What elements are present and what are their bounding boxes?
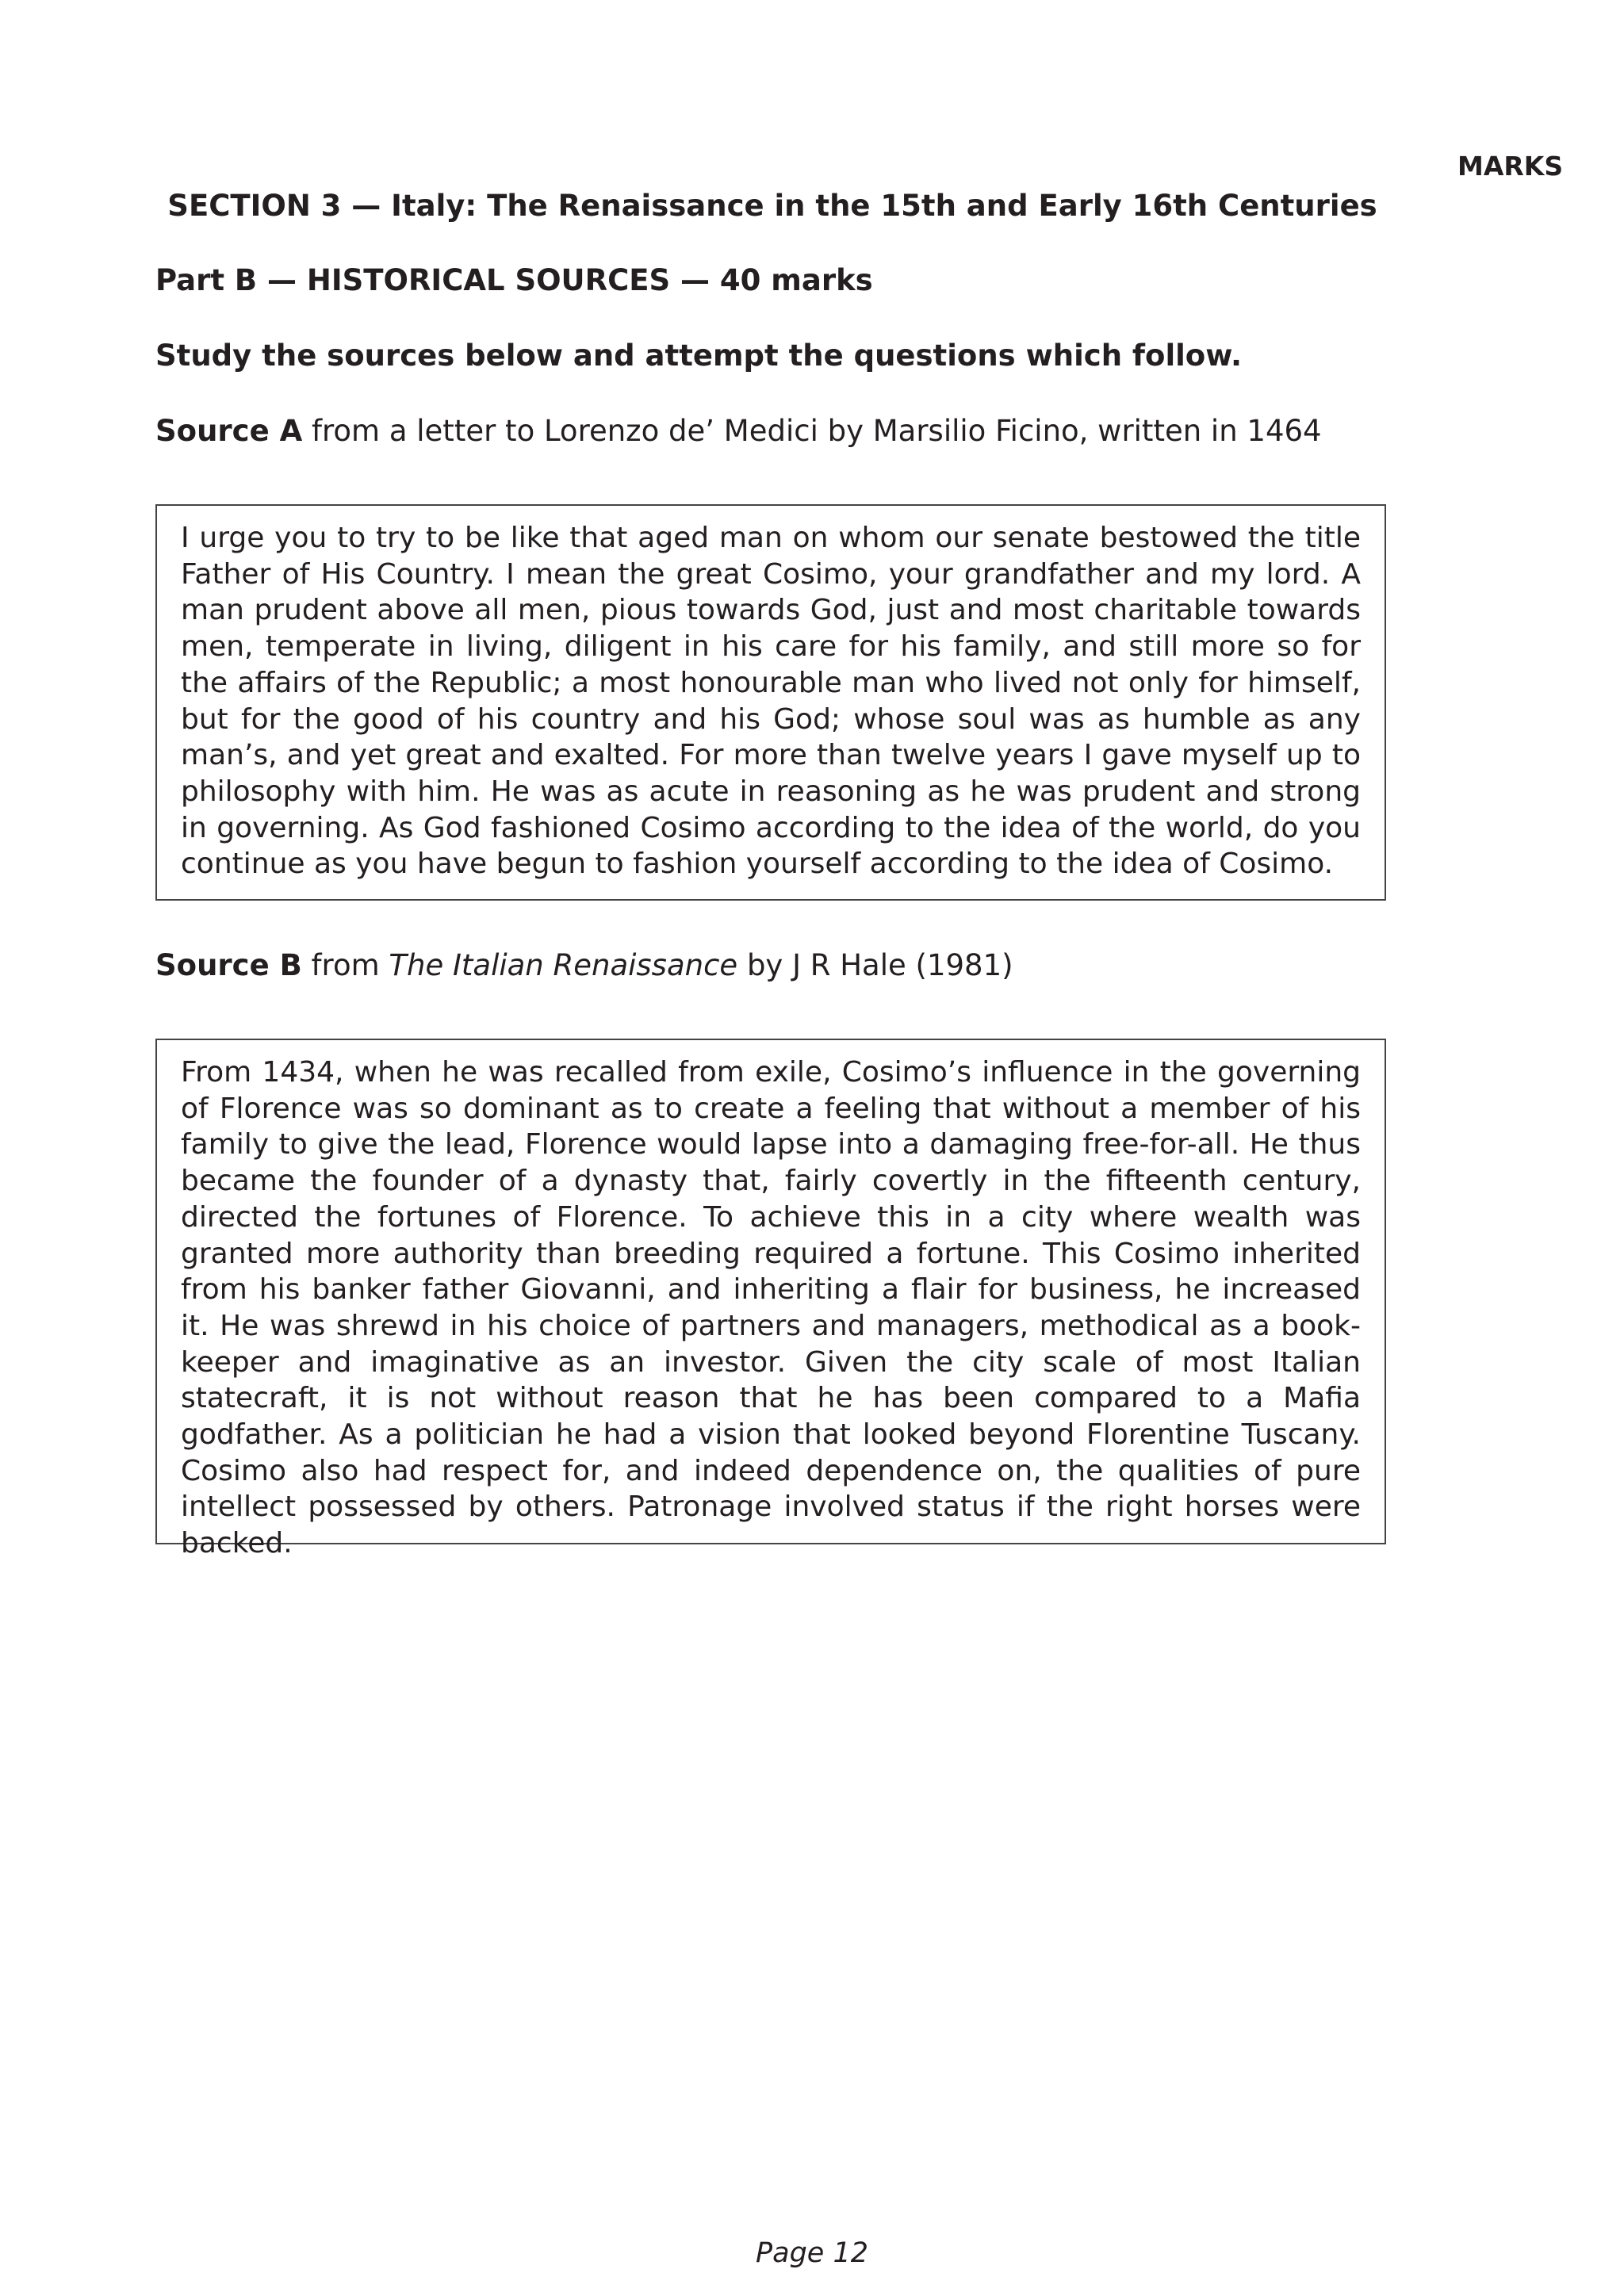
source-a-label: Source A bbox=[155, 414, 303, 448]
source-b-caption-prefix: from bbox=[301, 948, 389, 982]
source-a-box: I urge you to try to be like that aged man on whom our senate bestowed the title Father of His Country. I mean the great Cosimo, your grandfather and my lord. A man prudent above all men, pious towards God, just and most charitable towards men, temperate in living, diligent in his care for his family, and still more so for the affairs of the Republic; a most honourable man who lived not only for himself, but for the good of his country and his God; whose soul was as humble as any man’s, and yet great and exalted. For more than twelve years I gave myself up to philosophy with him. He was as acute in reasoning as he was prudent and strong in governing. As God fashioned Cosimo according to the idea of the world, do you continue as you have begun to fashion yourself according to the idea of Cosimo. bbox=[155, 504, 1386, 901]
marks-column-label: MARKS bbox=[1457, 151, 1564, 182]
source-b-caption-suffix: by J R Hale (1981) bbox=[737, 948, 1013, 982]
source-a-caption-text: from a letter to Lorenzo de’ Medici by Marsilio Ficino, written in 1464 bbox=[302, 414, 1322, 448]
source-a-caption bbox=[155, 414, 1322, 448]
instructions: Study the sources below and attempt the questions which follow. bbox=[155, 339, 1243, 373]
source-b-box: From 1434, when he was recalled from exile, Cosimo’s influence in the governing of Florence was so dominant as to create a feeling that without a member of his family to give the lead, Florence would lapse into a damaging free-for-all. He thus became the founder of a dynasty that, fairly covertly in the fifteenth century, directed the fortunes of Florence. To achieve this in a city where wealth was granted more authority than breeding required a fortune. This Cosimo inherited from his banker father Giovanni, and inheriting a flair for business, he increased it. He was shrewd in his choice of partners and managers, methodical as a book-keeper and imaginative as an investor. Given the city scale of most Italian statecraft, it is not without reason that he has been compared to a Mafia godfather. As a politician he had a vision that looked beyond Florentine Tuscany. Cosimo also had respect for, and indeed dependence on, the qualities of pure intellect possessed by others. Patronage involved status if the right horses were backed. bbox=[155, 1039, 1386, 1544]
part-heading: Part B — HISTORICAL SOURCES — 40 marks bbox=[155, 263, 873, 297]
page-number: Page 12 bbox=[756, 2237, 868, 2269]
source-b-book-title: The Italian Renaissance bbox=[389, 948, 738, 982]
source-b-label: Source B bbox=[155, 948, 302, 982]
section-title: SECTION 3 — Italy: The Renaissance in the 15th and Early 16th Centuries bbox=[167, 189, 1377, 223]
source-b-caption bbox=[155, 948, 1013, 982]
